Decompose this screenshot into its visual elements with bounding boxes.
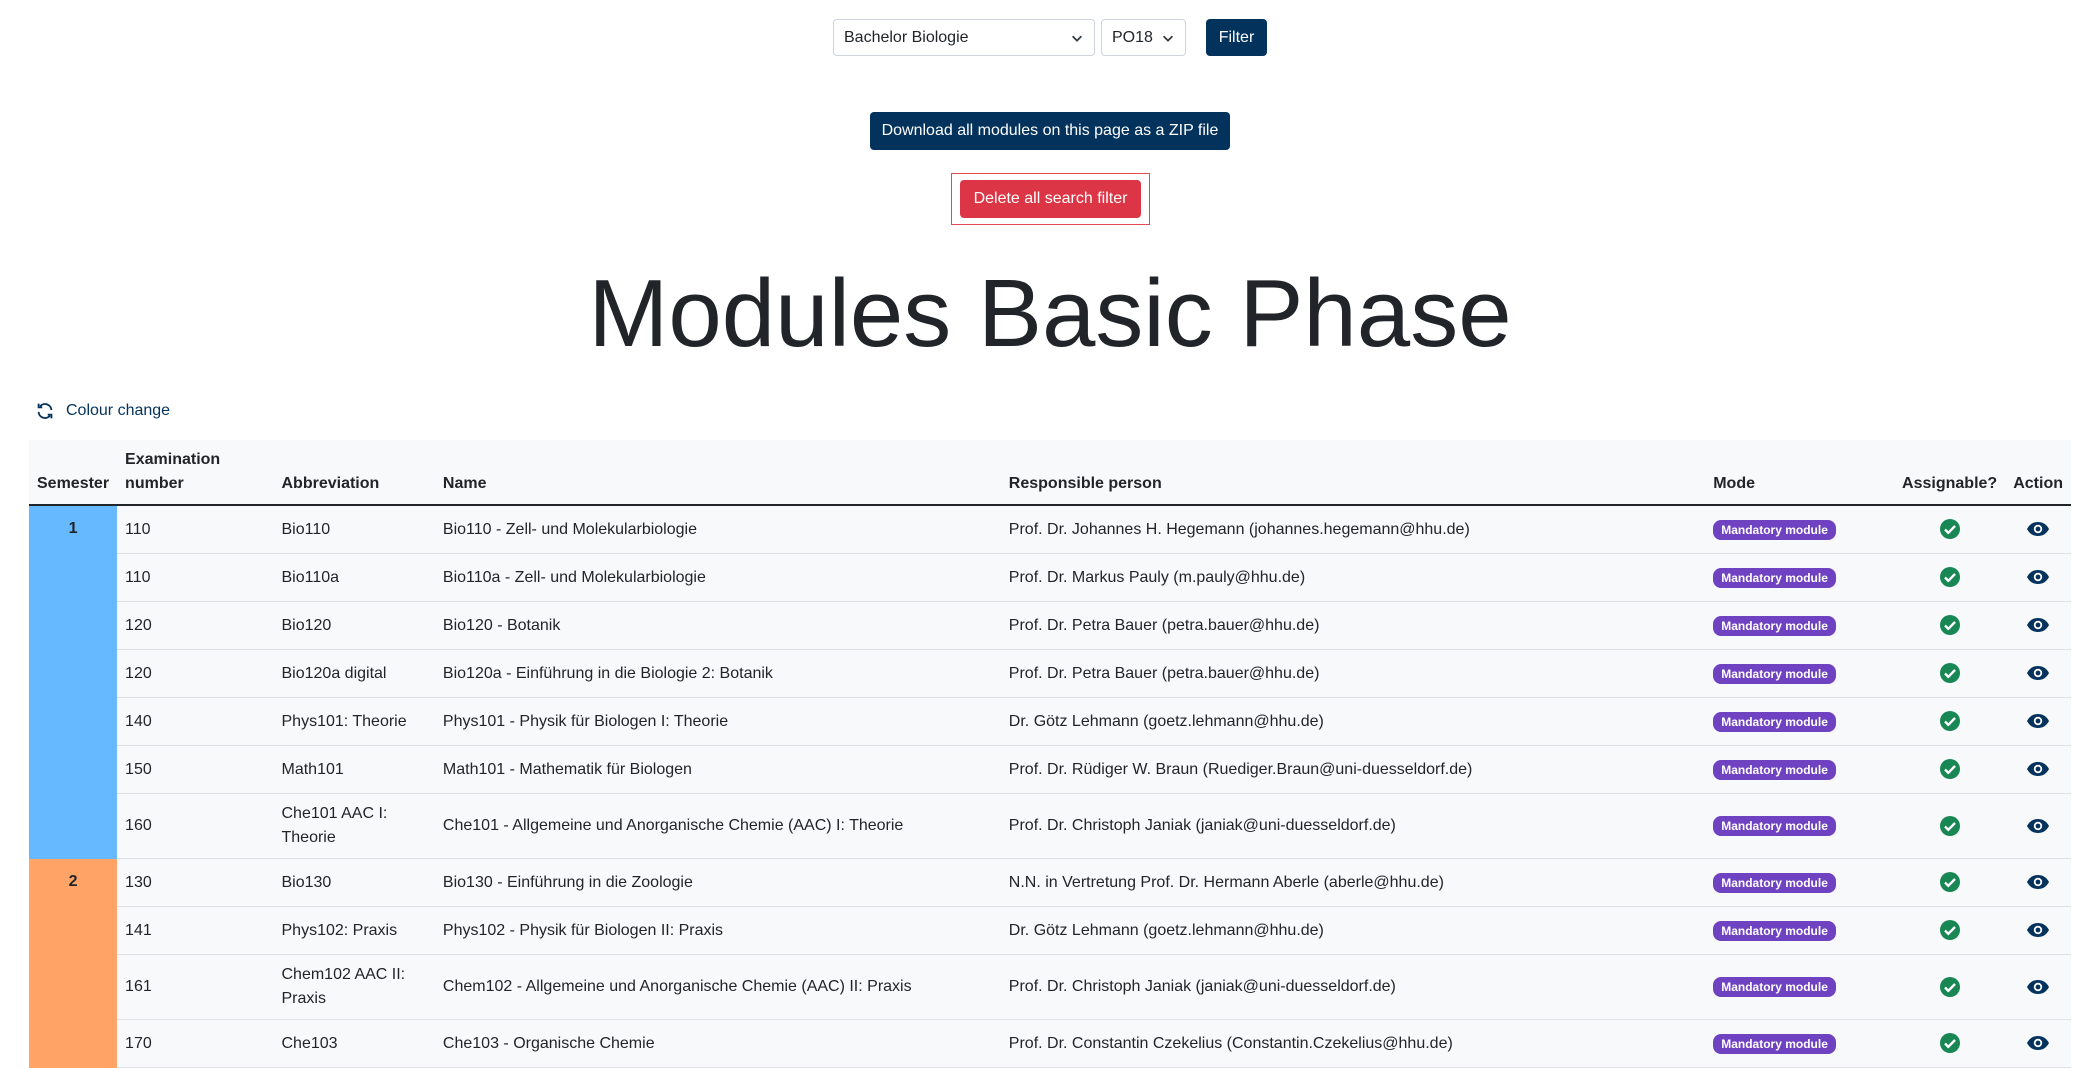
eye-icon[interactable] [2026,874,2050,890]
semester-cell: 2 [29,859,117,1068]
refresh-icon [34,400,56,422]
table-row [29,602,2071,650]
action-cell[interactable] [2005,602,2071,650]
responsible-person: Prof. Dr. Constantin Czekelius (Constantin.Czekelius@hhu.de) [1001,1020,1705,1068]
mode-cell [1705,794,1894,859]
mode-cell [1705,650,1894,698]
abbreviation [274,794,435,859]
mode-badge: Mandatory module [1713,921,1836,941]
module-name: Math101 - Mathematik für Biologen [435,746,1001,794]
mode-cell [1705,859,1894,907]
semester-cell: 1 [29,505,117,859]
assignable-cell [1894,602,2005,650]
filter-button[interactable]: Filter [1206,19,1267,56]
table-row [29,859,2071,907]
col-mode[interactable]: Mode [1705,440,1894,505]
download-zip-button[interactable]: Download all modules on this page as a ZIP file [870,112,1230,150]
abbreviation [274,955,435,1020]
abbreviation: Math101 [274,746,435,794]
eye-icon[interactable] [2026,979,2050,995]
table-row [29,554,2071,602]
table-row [29,698,2071,746]
action-cell[interactable] [2005,955,2071,1020]
po-select-value: PO18 [1112,28,1153,46]
module-name: Che103 - Organische Chemie [435,1020,1001,1068]
eye-icon[interactable] [2026,922,2050,938]
exam-number: 161 [117,955,273,1020]
responsible-person: Prof. Dr. Rüdiger W. Braun (Ruediger.Braun@uni-duesseldorf.de) [1001,746,1705,794]
assignable-cell [1894,907,2005,955]
eye-icon[interactable] [2026,713,2050,729]
mode-badge: Mandatory module [1713,873,1836,893]
table-row [29,955,2071,1020]
mode-badge: Mandatory module [1713,520,1836,540]
delete-search-filter-button[interactable]: Delete all search filter [960,180,1141,218]
chevron-down-icon [1070,31,1084,45]
eye-icon[interactable] [2026,818,2050,834]
col-name[interactable]: Name [435,440,1001,505]
eye-icon[interactable] [2026,1035,2050,1051]
exam-number: 110 [117,554,273,602]
assignable-cell [1894,650,2005,698]
abbreviation: Phys102: Praxis [274,907,435,955]
program-select-value: Bachelor Biologie [844,28,969,46]
action-cell[interactable] [2005,1020,2071,1068]
abbreviation-line2: Praxis [281,990,326,1007]
table-row [29,794,2071,859]
module-name: Phys102 - Physik für Biologen II: Praxis [435,907,1001,955]
chevron-down-icon [1161,31,1175,45]
responsible-person: Prof. Dr. Christoph Janiak (janiak@uni-duesseldorf.de) [1001,955,1705,1020]
mode-badge: Mandatory module [1713,1034,1836,1054]
abbreviation: Che103 [274,1020,435,1068]
mode-cell [1705,1020,1894,1068]
check-circle-icon [1939,566,1961,588]
abbreviation-line2: Theorie [281,829,336,846]
mode-badge: Mandatory module [1713,977,1836,997]
check-circle-icon [1939,518,1961,540]
col-semester[interactable]: Semester [29,440,117,505]
exam-number: 110 [117,505,273,554]
module-name: Bio120 - Botanik [435,602,1001,650]
abbreviation: Phys101: Theorie [274,698,435,746]
check-circle-icon [1939,976,1961,998]
assignable-cell [1894,505,2005,554]
exam-number: 150 [117,746,273,794]
assignable-cell [1894,859,2005,907]
table-row [29,650,2071,698]
responsible-person: Prof. Dr. Johannes H. Hegemann (johannes.hegemann@hhu.de) [1001,505,1705,554]
assignable-cell [1894,955,2005,1020]
mode-cell [1705,602,1894,650]
responsible-person: Prof. Dr. Markus Pauly (m.pauly@hhu.de) [1001,554,1705,602]
exam-number: 120 [117,602,273,650]
table-header-row [29,440,2071,505]
mode-badge: Mandatory module [1713,816,1836,836]
mode-cell [1705,907,1894,955]
mode-badge: Mandatory module [1713,760,1836,780]
col-responsible[interactable]: Responsible person [1001,440,1705,505]
eye-icon[interactable] [2026,617,2050,633]
mode-badge: Mandatory module [1713,616,1836,636]
mode-cell [1705,955,1894,1020]
eye-icon[interactable] [2026,521,2050,537]
col-exam-line2: number [125,475,184,492]
action-cell[interactable] [2005,505,2071,554]
table-row [29,505,2071,554]
exam-number: 140 [117,698,273,746]
check-circle-icon [1939,871,1961,893]
delete-filter-highlight [951,173,1150,225]
exam-number: 160 [117,794,273,859]
responsible-person: Prof. Dr. Christoph Janiak (janiak@uni-duesseldorf.de) [1001,794,1705,859]
exam-number: 141 [117,907,273,955]
table-row [29,1020,2071,1068]
assignable-cell [1894,1020,2005,1068]
check-circle-icon [1939,919,1961,941]
assignable-cell [1894,794,2005,859]
action-cell[interactable] [2005,859,2071,907]
responsible-person: Prof. Dr. Petra Bauer (petra.bauer@hhu.de) [1001,650,1705,698]
module-name: Bio110a - Zell- und Molekularbiologie [435,554,1001,602]
exam-number: 130 [117,859,273,907]
col-assignable[interactable]: Assignable? [1894,440,2005,505]
table-row [29,746,2071,794]
eye-icon[interactable] [2026,569,2050,585]
responsible-person: Dr. Götz Lehmann (goetz.lehmann@hhu.de) [1001,698,1705,746]
action-cell[interactable] [2005,698,2071,746]
eye-icon[interactable] [2026,665,2050,681]
page-title: Modules Basic Phase [588,260,1512,367]
module-name: Phys101 - Physik für Biologen I: Theorie [435,698,1001,746]
check-circle-icon [1939,614,1961,636]
check-circle-icon [1939,662,1961,684]
program-select[interactable] [833,19,1095,56]
assignable-cell [1894,554,2005,602]
exam-number: 120 [117,650,273,698]
col-exam-line1: Examination [125,451,221,468]
action-cell[interactable] [2005,907,2071,955]
abbreviation: Bio110 [274,505,435,554]
abbreviation: Bio120a digital [274,650,435,698]
exam-number: 170 [117,1020,273,1068]
check-circle-icon [1939,1032,1961,1054]
eye-icon[interactable] [2026,761,2050,777]
assignable-cell [1894,698,2005,746]
mode-cell [1705,746,1894,794]
module-name: Bio110 - Zell- und Molekularbiologie [435,505,1001,554]
assignable-cell [1894,746,2005,794]
abbreviation: Bio120 [274,602,435,650]
check-circle-icon [1939,815,1961,837]
action-cell[interactable] [2005,650,2071,698]
abbreviation-line1: Chem102 AAC II: [281,966,406,983]
responsible-person: Prof. Dr. Petra Bauer (petra.bauer@hhu.de) [1001,602,1705,650]
table-row [29,907,2071,955]
module-name: Bio130 - Einführung in die Zoologie [435,859,1001,907]
module-name: Chem102 - Allgemeine und Anorganische Chemie (AAC) II: Praxis [435,955,1001,1020]
check-circle-icon [1939,710,1961,732]
mode-badge: Mandatory module [1713,568,1836,588]
responsible-person: N.N. in Vertretung Prof. Dr. Hermann Aberle (aberle@hhu.de) [1001,859,1705,907]
action-cell[interactable] [2005,746,2071,794]
col-abbreviation[interactable]: Abbreviation [274,440,435,505]
module-name: Che101 - Allgemeine und Anorganische Chemie (AAC) I: Theorie [435,794,1001,859]
colour-change-link[interactable] [34,400,170,422]
check-circle-icon [1939,758,1961,780]
col-action: Action [2005,440,2071,505]
abbreviation: Bio110a [274,554,435,602]
mode-cell [1705,698,1894,746]
col-exam-number[interactable] [117,440,273,505]
action-cell[interactable] [2005,554,2071,602]
mode-badge: Mandatory module [1713,664,1836,684]
mode-cell [1705,505,1894,554]
modules-table [29,440,2071,1068]
responsible-person: Dr. Götz Lehmann (goetz.lehmann@hhu.de) [1001,907,1705,955]
module-name: Bio120a - Einführung in die Biologie 2: Botanik [435,650,1001,698]
mode-cell [1705,554,1894,602]
abbreviation-line1: Che101 AAC I: [281,805,388,822]
abbreviation: Bio130 [274,859,435,907]
action-cell[interactable] [2005,794,2071,859]
colour-change-label: Colour change [66,402,171,419]
po-select[interactable] [1101,19,1186,56]
mode-badge: Mandatory module [1713,712,1836,732]
filter-bar [833,19,1267,56]
